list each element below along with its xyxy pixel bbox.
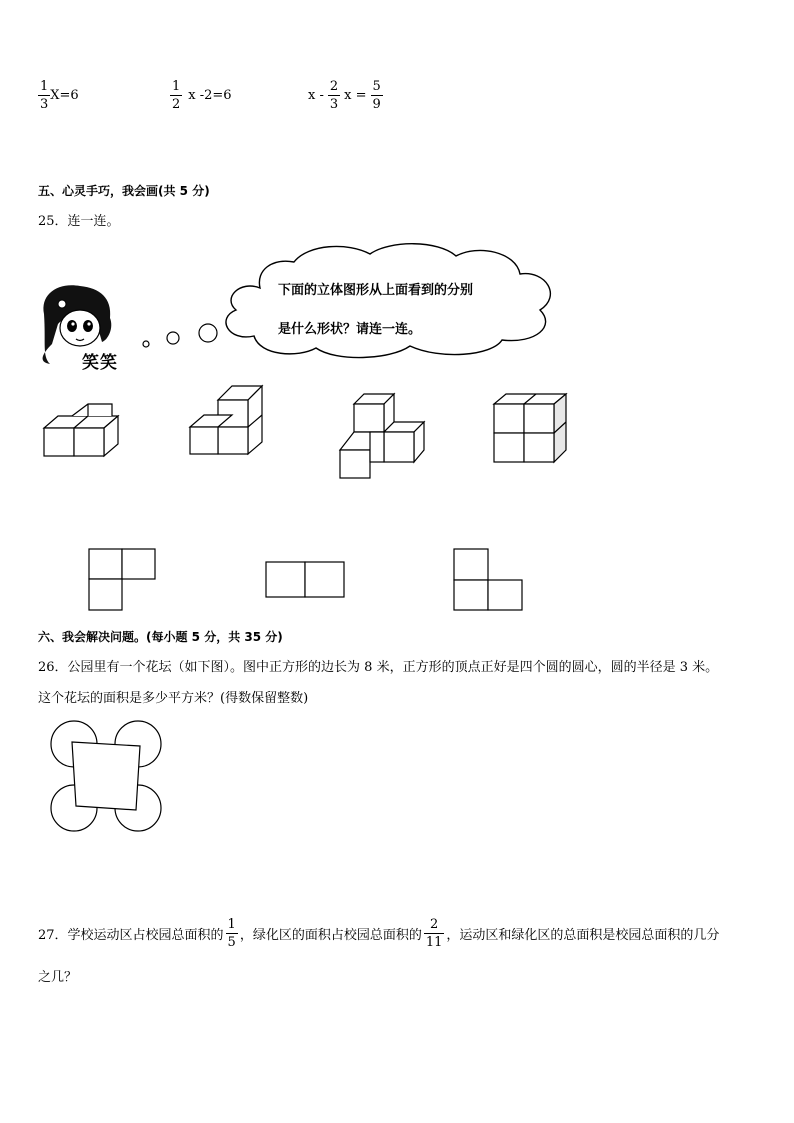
solid-figure-1 — [42, 400, 122, 460]
equation-2: $\frac{1}{2}$ x -2=6 — [172, 79, 232, 112]
section-6-title: 六、我会解决问题。(每小题 5 分，共 35 分) — [38, 630, 283, 644]
section-5-title: 五、心灵手巧，我会画(共 5 分) — [38, 184, 210, 198]
fraction: $\frac{5}{9}$ — [372, 79, 381, 112]
fraction: $\frac{1}{3}$ — [40, 79, 49, 112]
flat-shape-a — [88, 548, 158, 612]
question-27-line-1: 27．学校运动区占校园总面积的 $\frac{1}{5}$ ，绿化区的面积占校园总面积的 $\frac{2}{11}$ ，运动区和绿化区的总面积是校园总面积的几分 — [38, 917, 720, 950]
equation-3: x - $\frac{2}{3}$ x = $\frac{5}{9}$ — [308, 79, 381, 112]
solid-figure-3 — [338, 392, 430, 480]
solid-figure-2 — [188, 382, 268, 458]
flat-shape-b — [265, 561, 347, 599]
question-27-line-2: 之几？ — [38, 970, 78, 985]
question-26-line-2: 这个花坛的面积是多少平方米？(得数保留整数) — [38, 691, 309, 706]
question-25: 25．连一连。 — [38, 214, 120, 229]
solid-figure-4 — [492, 392, 570, 464]
question-26-line-1: 26．公园里有一个花坛（如下图）。图中正方形的边长为 8 米，正方形的顶点正好是四个圆的圆心，圆的半径是 3 米。 — [38, 660, 719, 675]
thought-dots-icon — [138, 318, 228, 358]
bubble-text-line-2: 是什么形状？请连一连。 — [278, 322, 422, 337]
bubble-text-line-1: 下面的立体图形从上面看到的分别 — [278, 283, 474, 298]
flower-bed-diagram — [48, 716, 164, 836]
fraction: $\frac{2}{3}$ — [329, 79, 339, 112]
fraction: $\frac{1}{2}$ — [172, 79, 181, 112]
thought-cloud-icon — [220, 240, 560, 360]
character-label: 笑笑 — [82, 353, 118, 373]
flat-shape-c — [453, 548, 525, 612]
equation-1: $\frac{1}{3}$ X=6 — [40, 79, 79, 112]
fraction: $\frac{1}{5}$ — [227, 917, 236, 950]
fraction: $\frac{2}{11}$ — [425, 917, 443, 950]
